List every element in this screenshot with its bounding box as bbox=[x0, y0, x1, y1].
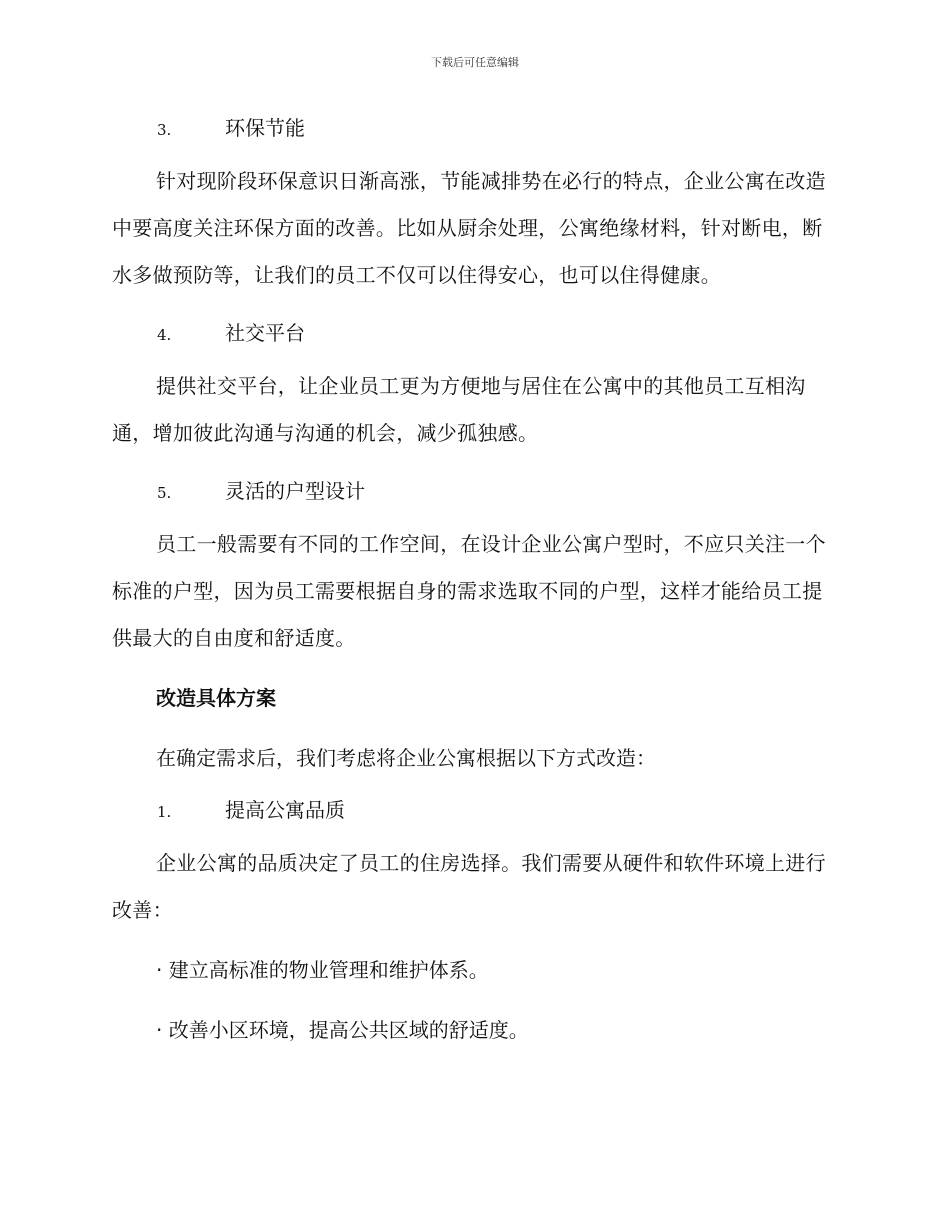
section-paragraph-3: 针对现阶段环保意识日渐高涨，节能减排势在必行的特点，企业公寓在改造中要高度关注环保方面的改善。比如从厨余处理，公寓绝缘材料，针对断电，断水多做预防等，让我们的员工不仅可以住得安心，也可以住得健康。 bbox=[112, 169, 826, 287]
section-title: 社交平台 bbox=[225, 321, 305, 345]
section-title: 灵活的户型设计 bbox=[225, 479, 365, 503]
header-note: 下载后可任意编辑 bbox=[431, 56, 519, 69]
section-number: 1. bbox=[157, 803, 172, 821]
section-number: 4. bbox=[157, 326, 172, 344]
section-number: 3. bbox=[157, 121, 172, 139]
bullet-item: · 建立高标准的物业管理和维护体系。 bbox=[156, 958, 489, 982]
section-title: 提高公寓品质 bbox=[225, 798, 345, 822]
plan-intro: 在确定需求后，我们考虑将企业公寓根据以下方式改造： bbox=[156, 746, 656, 770]
section-number: 5. bbox=[157, 484, 172, 502]
section-paragraph-5: 员工一般需要有不同的工作空间，在设计企业公寓户型时，不应只关注一个标准的户型，因为员工需要根据自身的需求选取不同的户型，这样才能给员工提供最大的自由度和舒适度。 bbox=[112, 532, 826, 650]
section-paragraph-4: 提供社交平台，让企业员工更为方便地与居住在公寓中的其他员工互相沟通，增加彼此沟通与沟通的机会，减少孤独感。 bbox=[112, 374, 806, 445]
section-heading-4 bbox=[157, 317, 832, 351]
plan-heading: 改造具体方案 bbox=[156, 686, 276, 710]
bullet-item: · 改善小区环境，提高公共区域的舒适度。 bbox=[156, 1018, 529, 1042]
plan-item-heading-1 bbox=[157, 794, 832, 828]
document-body bbox=[112, 112, 832, 1054]
section-heading-3 bbox=[157, 112, 832, 146]
section-title: 环保节能 bbox=[225, 116, 305, 140]
plan-item-paragraph-1: 企业公寓的品质决定了员工的住房选择。我们需要从硬件和软件环境上进行改善： bbox=[112, 851, 826, 922]
section-heading-5 bbox=[157, 475, 832, 509]
